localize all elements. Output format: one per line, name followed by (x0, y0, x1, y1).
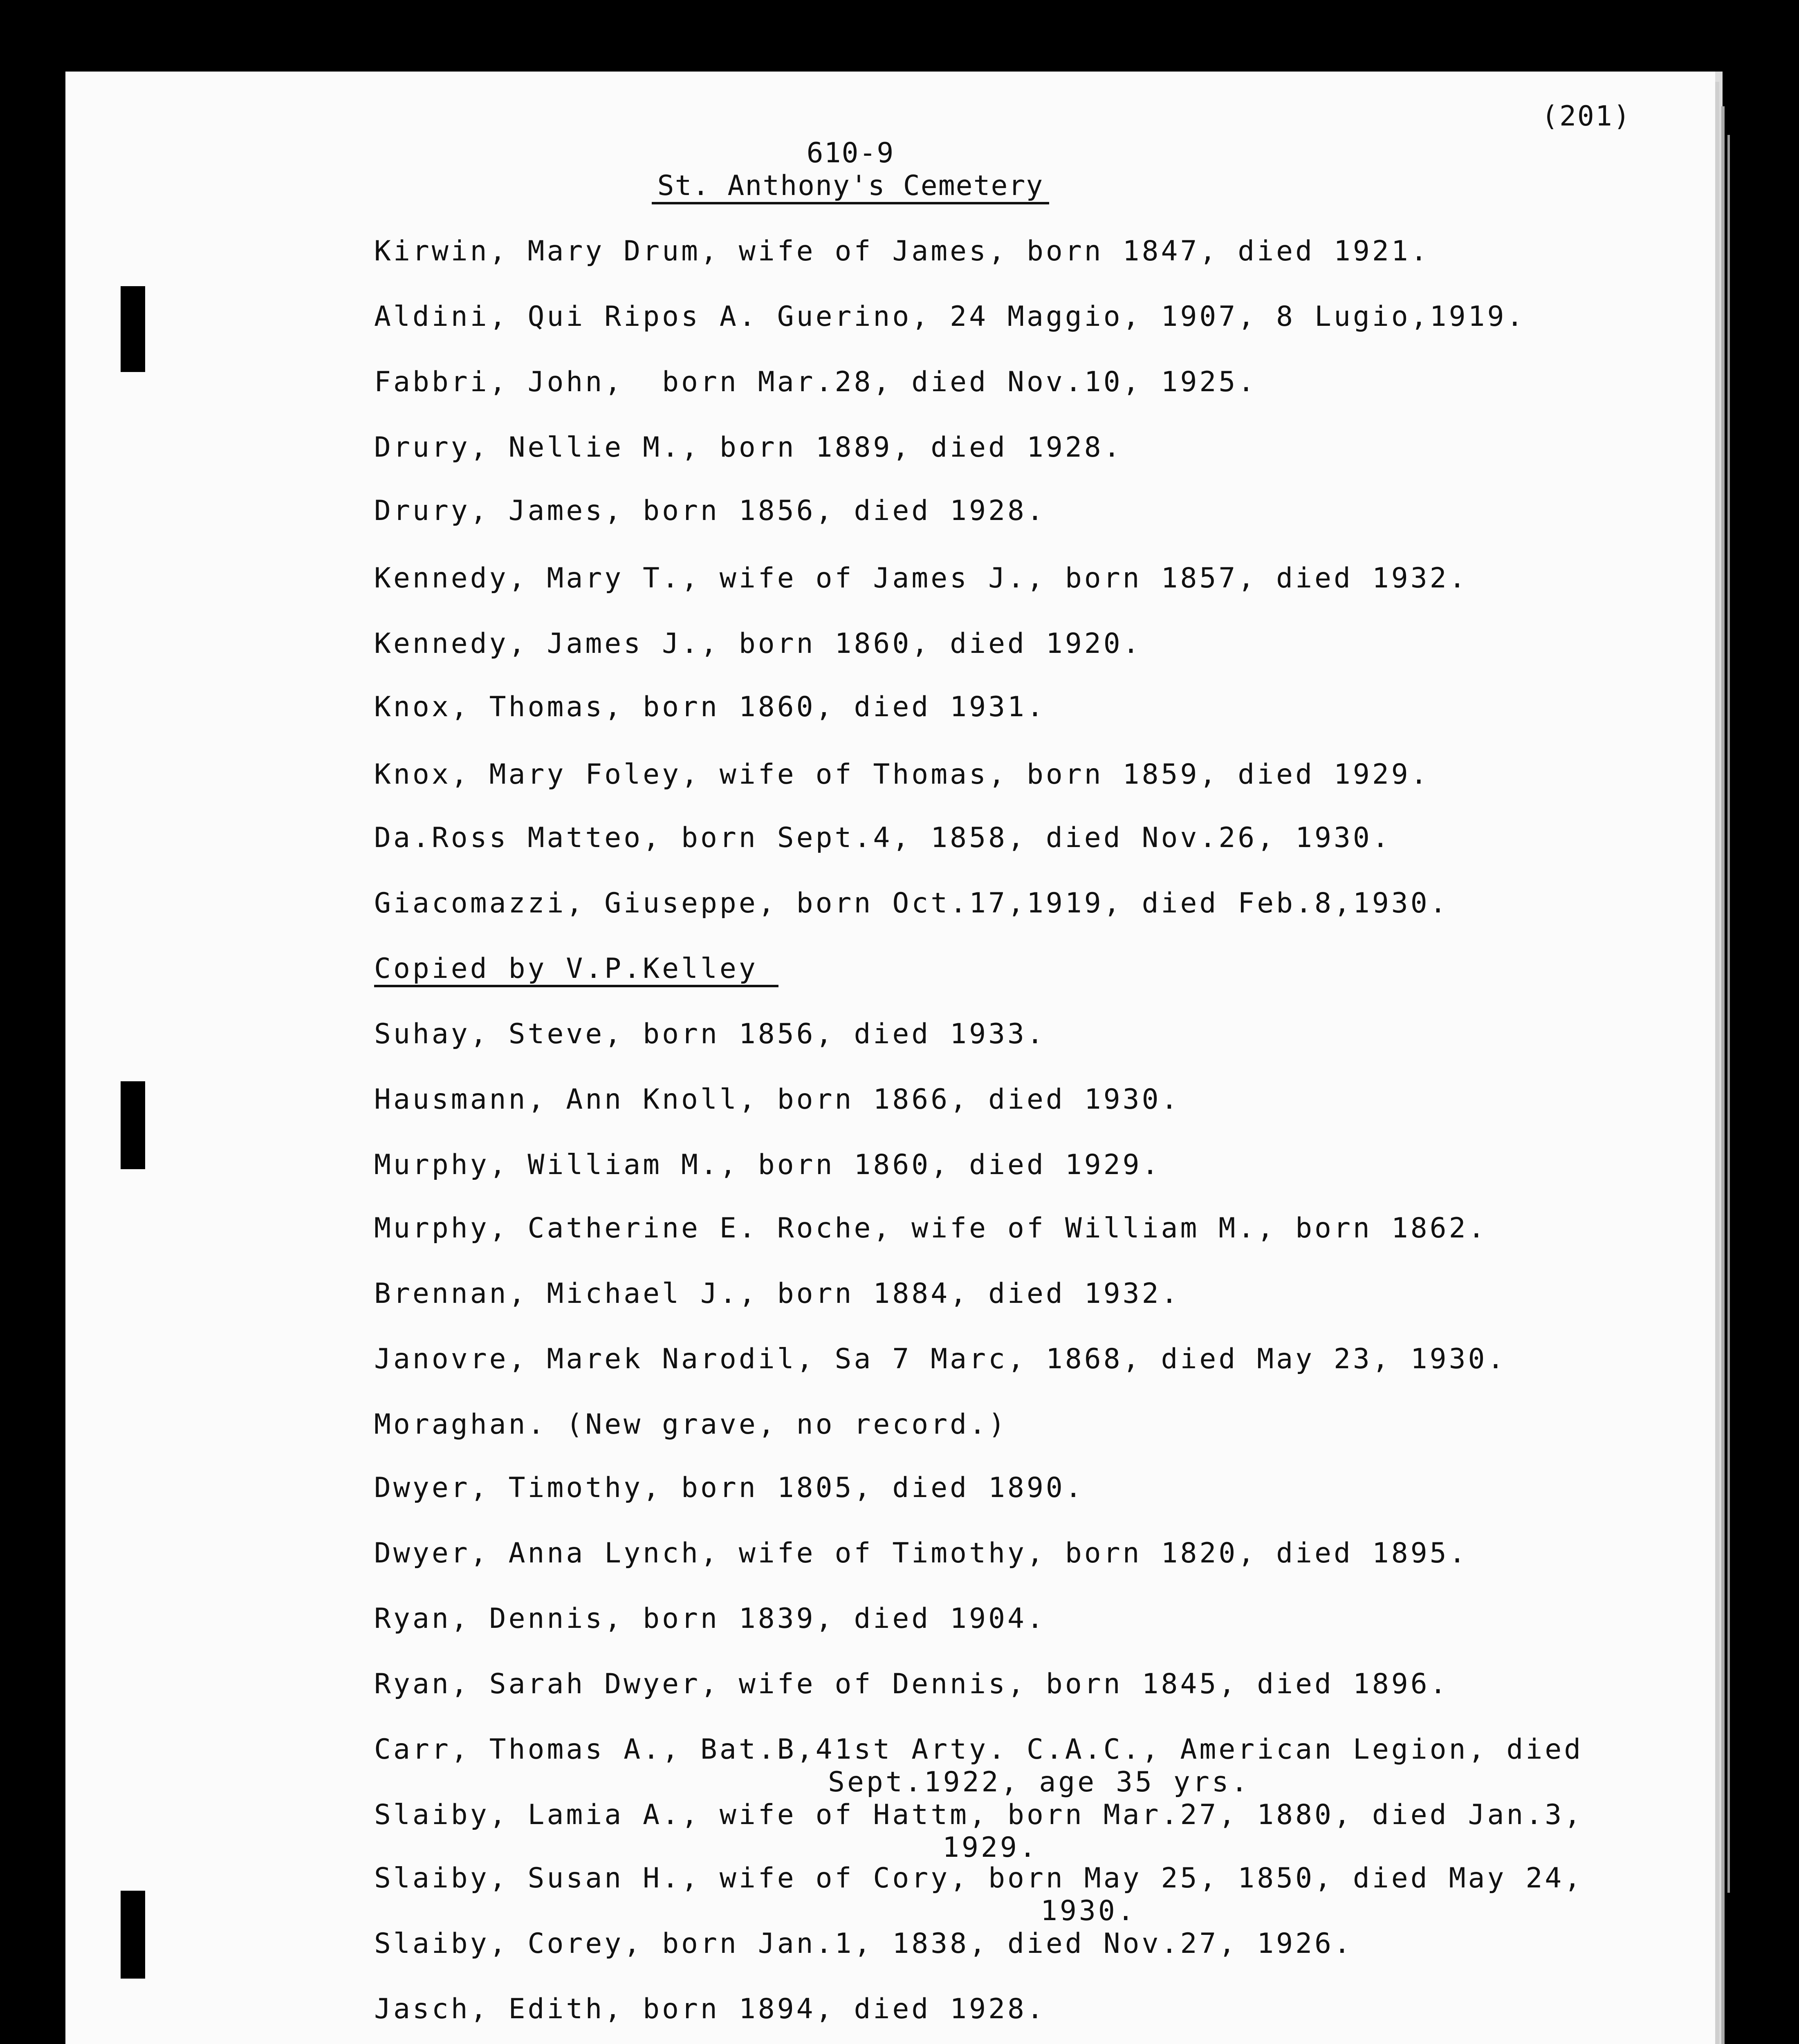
entry-line: Jasch, Edith, born 1894, died 1928. (374, 1993, 1046, 2025)
entry-line: Carr, Thomas A., Bat.B,41st Arty. C.A.C., American Legion, died (374, 1733, 1584, 1766)
entry-line: Kirwin, Mary Drum, wife of James, born 1847, died 1921. (374, 235, 1430, 267)
record-number: 610-9 (806, 137, 895, 169)
entry-continuation: 1930. (1041, 1895, 1137, 1927)
entry-line: Slaiby, Lamia A., wife of Hattm, born Mar.27, 1880, died Jan.3, (374, 1799, 1584, 1831)
entry-line: Slaiby, Corey, born Jan.1, 1838, died Nov.27, 1926. (374, 1927, 1353, 1960)
entry-line: Dwyer, Timothy, born 1805, died 1890. (374, 1472, 1084, 1504)
page-stack-edge (1715, 82, 1719, 2044)
punch-hole-mark (121, 1891, 145, 1979)
entry-line: Slaiby, Susan H., wife of Cory, born May 25, 1850, died May 24, (374, 1862, 1584, 1894)
entry-line: Moraghan. (New grave, no record.) (374, 1408, 1008, 1441)
entry-line: Fabbri, John, born Mar.28, died Nov.10, 1925. (374, 366, 1257, 398)
entry-line: Murphy, William M., born 1860, died 1929. (374, 1149, 1161, 1181)
entry-line: Brennan, Michael J., born 1884, died 1932. (374, 1278, 1180, 1310)
entry-line: Knox, Mary Foley, wife of Thomas, born 1859, died 1929. (374, 758, 1430, 791)
page-stack-edge (1727, 135, 1730, 1893)
punch-hole-mark (121, 286, 145, 372)
entry-line: Da.Ross Matteo, born Sept.4, 1858, died Nov.26, 1930. (374, 822, 1391, 854)
entry-line: Suhay, Steve, born 1856, died 1933. (374, 1018, 1046, 1050)
entry-line: Dwyer, Anna Lynch, wife of Timothy, born 1820, died 1895. (374, 1537, 1468, 1569)
entry-line: Knox, Thomas, born 1860, died 1931. (374, 691, 1046, 723)
entry-line: Murphy, Catherine E. Roche, wife of William M., born 1862. (374, 1212, 1487, 1244)
entry-continuation: 1929. (942, 1831, 1039, 1864)
entry-line: Ryan, Sarah Dwyer, wife of Dennis, born 1845, died 1896. (374, 1668, 1449, 1700)
entry-line: Drury, Nellie M., born 1889, died 1928. (374, 431, 1123, 464)
entry-line: Hausmann, Ann Knoll, born 1866, died 1930. (374, 1083, 1180, 1116)
copied-by-note: Copied by V.P.Kelley (374, 953, 778, 985)
punch-hole-mark (121, 1081, 145, 1169)
entry-line: Aldini, Qui Ripos A. Guerino, 24 Maggio, 1907, 8 Lugio,1919. (374, 300, 1526, 333)
entry-line: Ryan, Dennis, born 1839, died 1904. (374, 1602, 1046, 1635)
entry-line: Kennedy, James J., born 1860, died 1920. (374, 628, 1142, 660)
entry-line: Drury, James, born 1856, died 1928. (374, 495, 1046, 527)
entry-continuation: Sept.1922, age 35 yrs. (828, 1766, 1250, 1798)
page-stack-edge (1721, 106, 1725, 2044)
entry-line: Janovre, Marek Narodil, Sa 7 Marc, 1868, died May 23, 1930. (374, 1343, 1507, 1375)
cemetery-title: St. Anthony's Cemetery (621, 170, 1079, 202)
entry-line: Kennedy, Mary T., wife of James J., born 1857, died 1932. (374, 562, 1468, 594)
page-number: (201) (1541, 100, 1631, 132)
entry-line: Giacomazzi, Giuseppe, born Oct.17,1919, died Feb.8,1930. (374, 887, 1449, 919)
